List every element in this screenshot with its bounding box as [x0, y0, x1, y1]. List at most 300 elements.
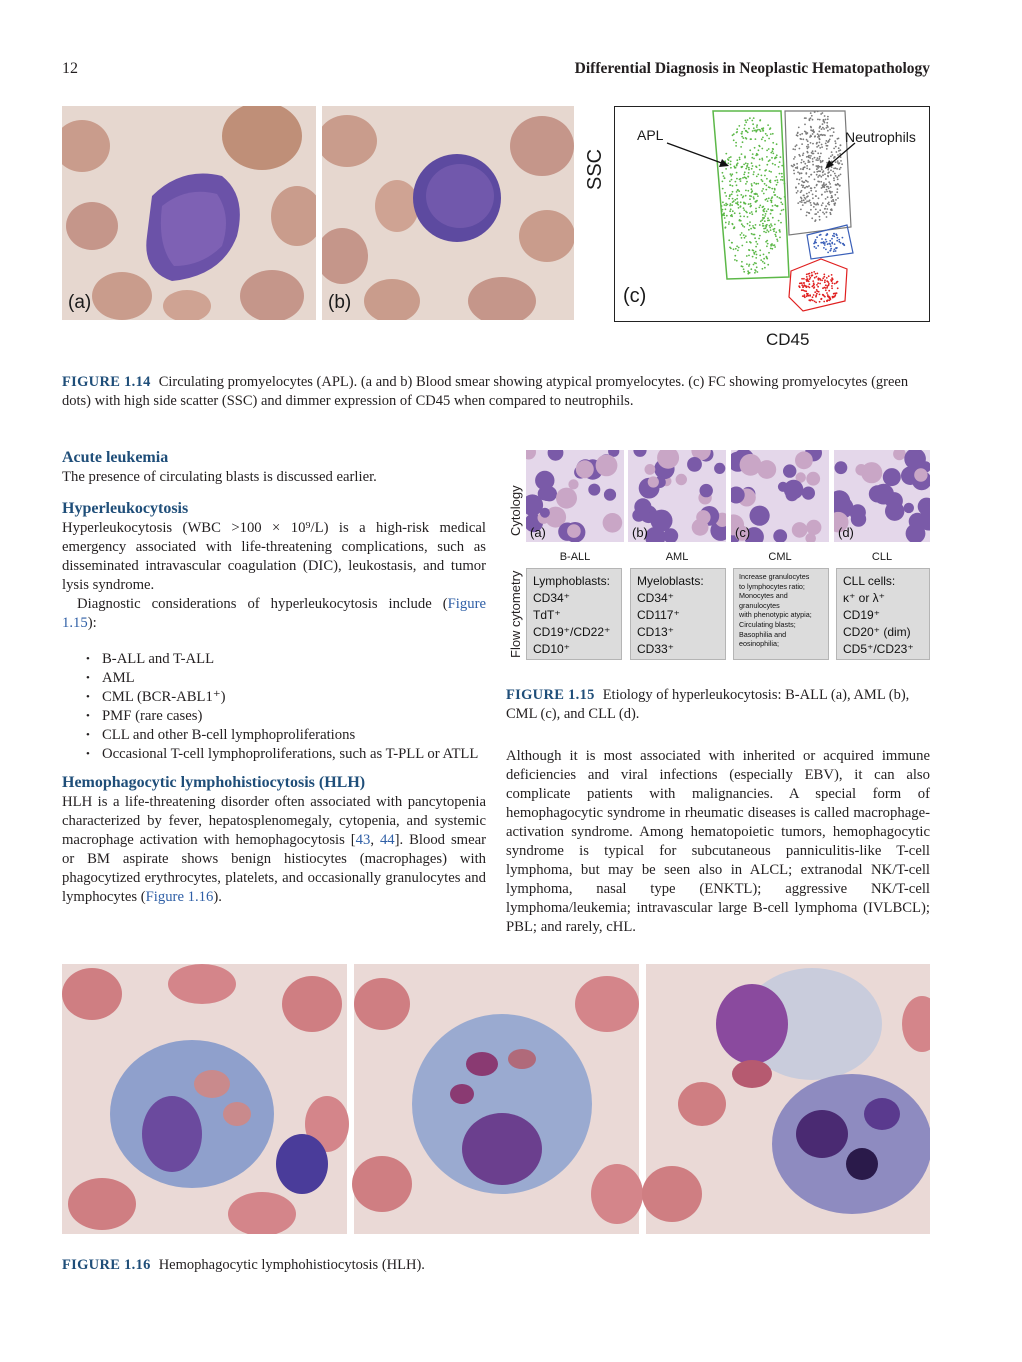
scatter-dot: [817, 111, 819, 113]
scatter-dot: [759, 169, 761, 171]
scatter-dot: [765, 232, 767, 234]
card-line: Monocytes and: [739, 591, 788, 601]
scatter-dot: [740, 234, 742, 236]
scatter-dot: [816, 168, 818, 170]
scatter-dot: [810, 202, 812, 204]
scatter-dot: [783, 209, 785, 211]
scatter-dot: [781, 210, 783, 212]
panel-label-b: (b): [328, 292, 352, 313]
scatter-dot: [833, 128, 835, 130]
scatter-dot: [793, 170, 795, 172]
cell-blob: [861, 462, 882, 483]
hlh-panel-2: [352, 964, 643, 1234]
scatter-dot: [765, 189, 767, 191]
scatter-dot: [833, 177, 835, 179]
scatter-dot: [813, 271, 815, 273]
scatter-dot: [757, 174, 759, 176]
scatter-dot: [813, 132, 815, 134]
scatter-dot: [725, 203, 727, 205]
scatter-dot: [802, 168, 804, 170]
disease-name-cll: CLL: [871, 551, 893, 563]
scatter-dot: [803, 278, 805, 280]
list-item: • AML: [62, 669, 486, 688]
scatter-dot: [821, 128, 823, 130]
scatter-dot: [779, 237, 781, 239]
scatter-dot: [810, 174, 812, 176]
scatter-dot: [834, 283, 836, 285]
scatter-dot: [773, 230, 775, 232]
red-gate: [789, 259, 847, 311]
scatter-dot: [743, 271, 745, 273]
scatter-dot: [776, 143, 778, 145]
scatter-dot: [756, 266, 758, 268]
scatter-dot: [772, 163, 774, 165]
scatter-dot: [776, 196, 778, 198]
scatter-dot: [747, 119, 749, 121]
scatter-dot: [764, 175, 766, 177]
scatter-dot: [781, 173, 783, 175]
scatter-dot: [752, 123, 754, 125]
card-line: CD19⁺: [843, 608, 881, 622]
scatter-dot: [762, 128, 764, 130]
scatter-dot: [802, 185, 804, 187]
cell-blob: [806, 472, 820, 486]
scatter-dot: [747, 273, 749, 275]
flow-card-b-all: [526, 568, 622, 660]
scatter-dot: [827, 243, 829, 245]
scatter-dot: [800, 191, 802, 193]
scatter-dot: [780, 179, 782, 181]
scatter-dot: [759, 235, 761, 237]
scatter-dot: [834, 292, 836, 294]
scatter-dot: [779, 229, 781, 231]
scatter-dot: [730, 248, 732, 250]
running-title: Differential Diagnosis in Neoplastic Hematopathology: [574, 60, 930, 77]
scatter-dot: [814, 246, 816, 248]
card-line: CD10⁺: [533, 642, 571, 656]
scatter-dot: [809, 199, 811, 201]
scatter-dot: [796, 134, 798, 136]
scatter-dot: [765, 225, 767, 227]
scatter-dot: [805, 173, 807, 175]
cell-blob: [634, 498, 651, 515]
scatter-dot: [774, 189, 776, 191]
scatter-dot: [772, 150, 774, 152]
scatter-dot: [838, 150, 840, 152]
scatter-dot: [752, 153, 754, 155]
scatter-dot: [834, 156, 836, 158]
scatter-dot: [753, 158, 755, 160]
scatter-dot: [817, 204, 819, 206]
scatter-dot: [824, 185, 826, 187]
scatter-dot: [812, 280, 814, 282]
scatter-dot: [749, 195, 751, 197]
scatter-dot: [835, 161, 837, 163]
scatter-dot: [823, 134, 825, 136]
scatter-dot: [812, 150, 814, 152]
scatter-dot: [792, 148, 794, 150]
scatter-dot: [755, 270, 757, 272]
scatter-dot: [798, 183, 800, 185]
scatter-dot: [814, 179, 816, 181]
scatter-dot: [819, 147, 821, 149]
scatter-dot: [736, 128, 738, 130]
scatter-dot: [772, 142, 774, 144]
scatter-dot: [794, 156, 796, 158]
scatter-dot: [832, 282, 834, 284]
scatter-dot: [773, 191, 775, 193]
scatter-dot: [819, 209, 821, 211]
scatter-dot: [741, 237, 743, 239]
scatter-dot: [810, 117, 812, 119]
scatter-dot: [817, 282, 819, 284]
scatter-dot: [834, 140, 836, 142]
cell-blob: [802, 487, 815, 500]
scatter-dot: [807, 140, 809, 142]
scatter-dot: [816, 276, 818, 278]
scatter-dot: [817, 273, 819, 275]
reference-43-link[interactable]: 43: [355, 832, 371, 848]
list-item: • CLL and other B-cell lymphoproliferations: [62, 726, 486, 745]
scatter-dot: [735, 181, 737, 183]
scatter-dot: [745, 121, 747, 123]
scatter-dot: [824, 208, 826, 210]
scatter-dot: [838, 175, 840, 177]
scatter-dot: [761, 138, 763, 140]
scatter-dot: [743, 234, 745, 236]
scatter-dot: [804, 117, 806, 119]
scatter-dot: [816, 184, 818, 186]
scatter-dot: [815, 302, 817, 304]
scatter-dot: [804, 197, 806, 199]
scatter-dot: [742, 225, 744, 227]
scatter-dot: [830, 249, 832, 251]
card-line: eosinophilia;: [739, 639, 779, 649]
scatter-dot: [734, 199, 736, 201]
scatter-dot: [737, 250, 739, 252]
scatter-dot: [810, 129, 812, 131]
scatter-dot: [812, 300, 814, 302]
scatter-dot: [831, 209, 833, 211]
scatter-dot: [823, 301, 825, 303]
scatter-dot: [831, 238, 833, 240]
scatter-dot: [769, 227, 771, 229]
scatter-dot: [794, 149, 796, 151]
scatter-dot: [818, 197, 820, 199]
scatter-dot: [801, 198, 803, 200]
scatter-dot: [740, 206, 742, 208]
scatter-dot: [751, 162, 753, 164]
scatter-dot: [743, 209, 745, 211]
cell-blob: [568, 479, 578, 489]
scatter-dot: [829, 191, 831, 193]
scatter-dot: [828, 275, 830, 277]
scatter-dot: [738, 207, 740, 209]
scatter-dot: [735, 145, 737, 147]
scatter-dot: [822, 202, 824, 204]
scatter-dot: [834, 295, 836, 297]
scatter-dot: [815, 273, 817, 275]
scatter-dot: [748, 169, 750, 171]
scatter-dot: [801, 159, 803, 161]
card-line: CD19⁺/CD22⁺: [533, 625, 611, 639]
card-line: CD34⁺: [533, 591, 571, 605]
scatter-dot: [754, 237, 756, 239]
scatter-dot: [752, 256, 754, 258]
disease-name-cml: CML: [768, 551, 792, 563]
scatter-dot: [776, 154, 778, 156]
scatter-dot: [746, 263, 748, 265]
scatter-dot: [741, 232, 743, 234]
scatter-dot: [745, 120, 747, 122]
scatter-dot: [824, 173, 826, 175]
card-title: Myeloblasts:: [637, 574, 704, 588]
scatter-dot: [822, 127, 824, 129]
scatter-dot: [806, 211, 808, 213]
scatter-dot: [777, 205, 779, 207]
scatter-dot: [738, 125, 740, 127]
cell-blob: [883, 468, 901, 486]
scatter-dot: [757, 271, 759, 273]
scatter-dot: [830, 279, 832, 281]
scatter-dot: [738, 190, 740, 192]
scatter-dot: [801, 284, 803, 286]
scatter-dot: [769, 225, 771, 227]
scatter-dot: [758, 145, 760, 147]
scatter-dot: [731, 242, 733, 244]
card-line: CD33⁺: [637, 642, 675, 656]
cell-blob: [909, 513, 926, 530]
figure-1-14-panel-b: [322, 106, 574, 320]
scatter-dot: [823, 170, 825, 172]
figure-1-16-label: FIGURE 1.16: [62, 1257, 151, 1273]
scatter-dot: [769, 159, 771, 161]
scatter-dot: [826, 127, 828, 129]
scatter-dot: [750, 138, 752, 140]
scatter-dot: [818, 145, 820, 147]
scatter-dot: [821, 144, 823, 146]
scatter-dot: [733, 248, 735, 250]
scatter-dot: [825, 205, 827, 207]
scatter-dot: [771, 248, 773, 250]
scatter-dot: [755, 129, 757, 131]
scatter-dot: [830, 135, 832, 137]
scatter-dot: [742, 197, 744, 199]
scatter-dot: [730, 203, 732, 205]
cell-blob: [784, 480, 804, 500]
scatter-dot: [743, 128, 745, 130]
scatter-dot: [728, 239, 730, 241]
scatter-dot: [761, 190, 763, 192]
scatter-dot: [744, 156, 746, 158]
scatter-dot: [818, 131, 820, 133]
scatter-dot: [814, 187, 816, 189]
scatter-dot: [823, 182, 825, 184]
cell-blob: [835, 461, 848, 474]
scatter-dot: [806, 186, 808, 188]
scatter-dot: [819, 283, 821, 285]
scatter-dot: [775, 231, 777, 233]
scatter-dot: [837, 188, 839, 190]
scatter-dot: [766, 210, 768, 212]
card-line: CD13⁺: [637, 625, 675, 639]
scatter-dot: [737, 204, 739, 206]
scatter-dot: [827, 203, 829, 205]
scatter-dot: [768, 231, 770, 233]
scatter-dot: [801, 172, 803, 174]
scatter-dot: [810, 127, 812, 129]
scatter-dot: [830, 245, 832, 247]
scatter-dot: [817, 159, 819, 161]
scatter-dot: [768, 138, 770, 140]
scatter-dot: [734, 259, 736, 261]
scatter-dot: [829, 296, 831, 298]
scatter-dot: [826, 208, 828, 210]
scatter-dot: [837, 237, 839, 239]
scatter-dot: [743, 174, 745, 176]
scatter-dot: [754, 253, 756, 255]
cell-blob: [676, 474, 687, 485]
scatter-dot: [774, 180, 776, 182]
scatter-dot: [805, 202, 807, 204]
scatter-dot: [799, 173, 801, 175]
scatter-dot: [732, 210, 734, 212]
scatter-dot: [840, 167, 842, 169]
scatter-dot: [838, 147, 840, 149]
scatter-dot: [724, 192, 726, 194]
scatter-dot: [751, 185, 753, 187]
list-item: • CML (BCR-ABL1⁺): [62, 688, 486, 707]
scatter-dot: [799, 286, 801, 288]
scatter-dot: [751, 190, 753, 192]
cell-blob: [850, 504, 866, 520]
scatter-dot: [740, 194, 742, 196]
scatter-dot: [830, 169, 832, 171]
scatter-dot: [748, 255, 750, 257]
scatter-dot: [778, 197, 780, 199]
text-span: ,: [370, 832, 380, 848]
scatter-dot: [776, 184, 778, 186]
scatter-dot: [806, 215, 808, 217]
scatter-dot: [826, 148, 828, 150]
scatter-dot: [835, 175, 837, 177]
scatter-dot: [751, 168, 753, 170]
scatter-dot: [808, 299, 810, 301]
scatter-dot: [725, 195, 727, 197]
scatter-dot: [730, 161, 732, 163]
scatter-dot: [830, 174, 832, 176]
scatter-dot: [830, 248, 832, 250]
scatter-dot: [756, 193, 758, 195]
scatter-dot: [810, 135, 812, 137]
scatter-dot: [748, 229, 750, 231]
scatter-dot: [757, 183, 759, 185]
scatter-dot: [755, 138, 757, 140]
scatter-dot: [748, 128, 750, 130]
scatter-dot: [815, 190, 817, 192]
label-apl: APL: [637, 127, 664, 143]
scatter-dot: [803, 195, 805, 197]
scatter-dot: [810, 112, 812, 114]
reference-44-link[interactable]: 44: [379, 832, 395, 848]
scatter-dot: [827, 118, 829, 120]
scatter-dot: [782, 203, 784, 205]
scatter-dot: [800, 209, 802, 211]
scatter-dot: [749, 212, 751, 214]
scatter-dot: [736, 165, 738, 167]
scatter-dot: [760, 130, 762, 132]
figure-1-16-link[interactable]: Figure 1.16: [145, 889, 214, 905]
scatter-dot: [769, 128, 771, 130]
scatter-dot: [725, 208, 727, 210]
scatter-dot: [743, 216, 745, 218]
scatter-dot: [809, 168, 811, 170]
cell-blob: [696, 510, 710, 524]
scatter-dot: [812, 164, 814, 166]
scatter-dot: [760, 259, 762, 261]
scatter-dot: [767, 217, 769, 219]
scatter-dot: [803, 296, 805, 298]
cytology-panel-a: [526, 450, 624, 542]
scatter-dot: [722, 209, 724, 211]
cell-blob: [604, 489, 616, 501]
scatter-dot: [757, 195, 759, 197]
list-item: • Occasional T-cell lymphoproliferations, such as T-PLL or ATLL: [62, 745, 486, 764]
scatter-dot: [831, 200, 833, 202]
scatter-dot: [824, 279, 826, 281]
scatter-dot: [721, 211, 723, 213]
scatter-dot: [835, 146, 837, 148]
scatter-dot: [806, 293, 808, 295]
neutrophil-dots: [791, 111, 843, 223]
scatter-dot: [806, 295, 808, 297]
cell-blob: [783, 464, 796, 477]
scatter-dot: [838, 138, 840, 140]
scatter-dot: [771, 201, 773, 203]
scatter-dot: [745, 162, 747, 164]
scatter-dot: [730, 164, 732, 166]
scatter-dot: [758, 238, 760, 240]
scatter-dot: [735, 202, 737, 204]
scatter-dot: [828, 158, 830, 160]
scatter-dot: [816, 284, 818, 286]
scatter-dot: [800, 162, 802, 164]
scatter-dot: [770, 248, 772, 250]
scatter-dot: [819, 219, 821, 221]
scatter-dot: [813, 294, 815, 296]
scatter-dot: [826, 125, 828, 127]
figure-1-16: [62, 964, 930, 1234]
scatter-dot: [745, 203, 747, 205]
scatter-dot: [813, 287, 815, 289]
hlh-panel-1: [62, 964, 349, 1234]
figure-1-15-link[interactable]: Figure 1.15: [62, 596, 486, 631]
cytology-label-a: (a): [530, 525, 546, 540]
scatter-dot: [759, 158, 761, 160]
scatter-dot: [806, 193, 808, 195]
scatter-dot: [775, 235, 777, 237]
scatter-dot: [809, 283, 811, 285]
scatter-dot: [763, 228, 765, 230]
cytology-label-c: (c): [735, 525, 751, 540]
scatter-dot: [756, 166, 758, 168]
scatter-dot: [822, 212, 824, 214]
scatter-dot: [806, 146, 808, 148]
scatter-dot: [750, 228, 752, 230]
scatter-dot: [812, 119, 814, 121]
scatter-dot: [812, 197, 814, 199]
scatter-dot: [810, 190, 812, 192]
